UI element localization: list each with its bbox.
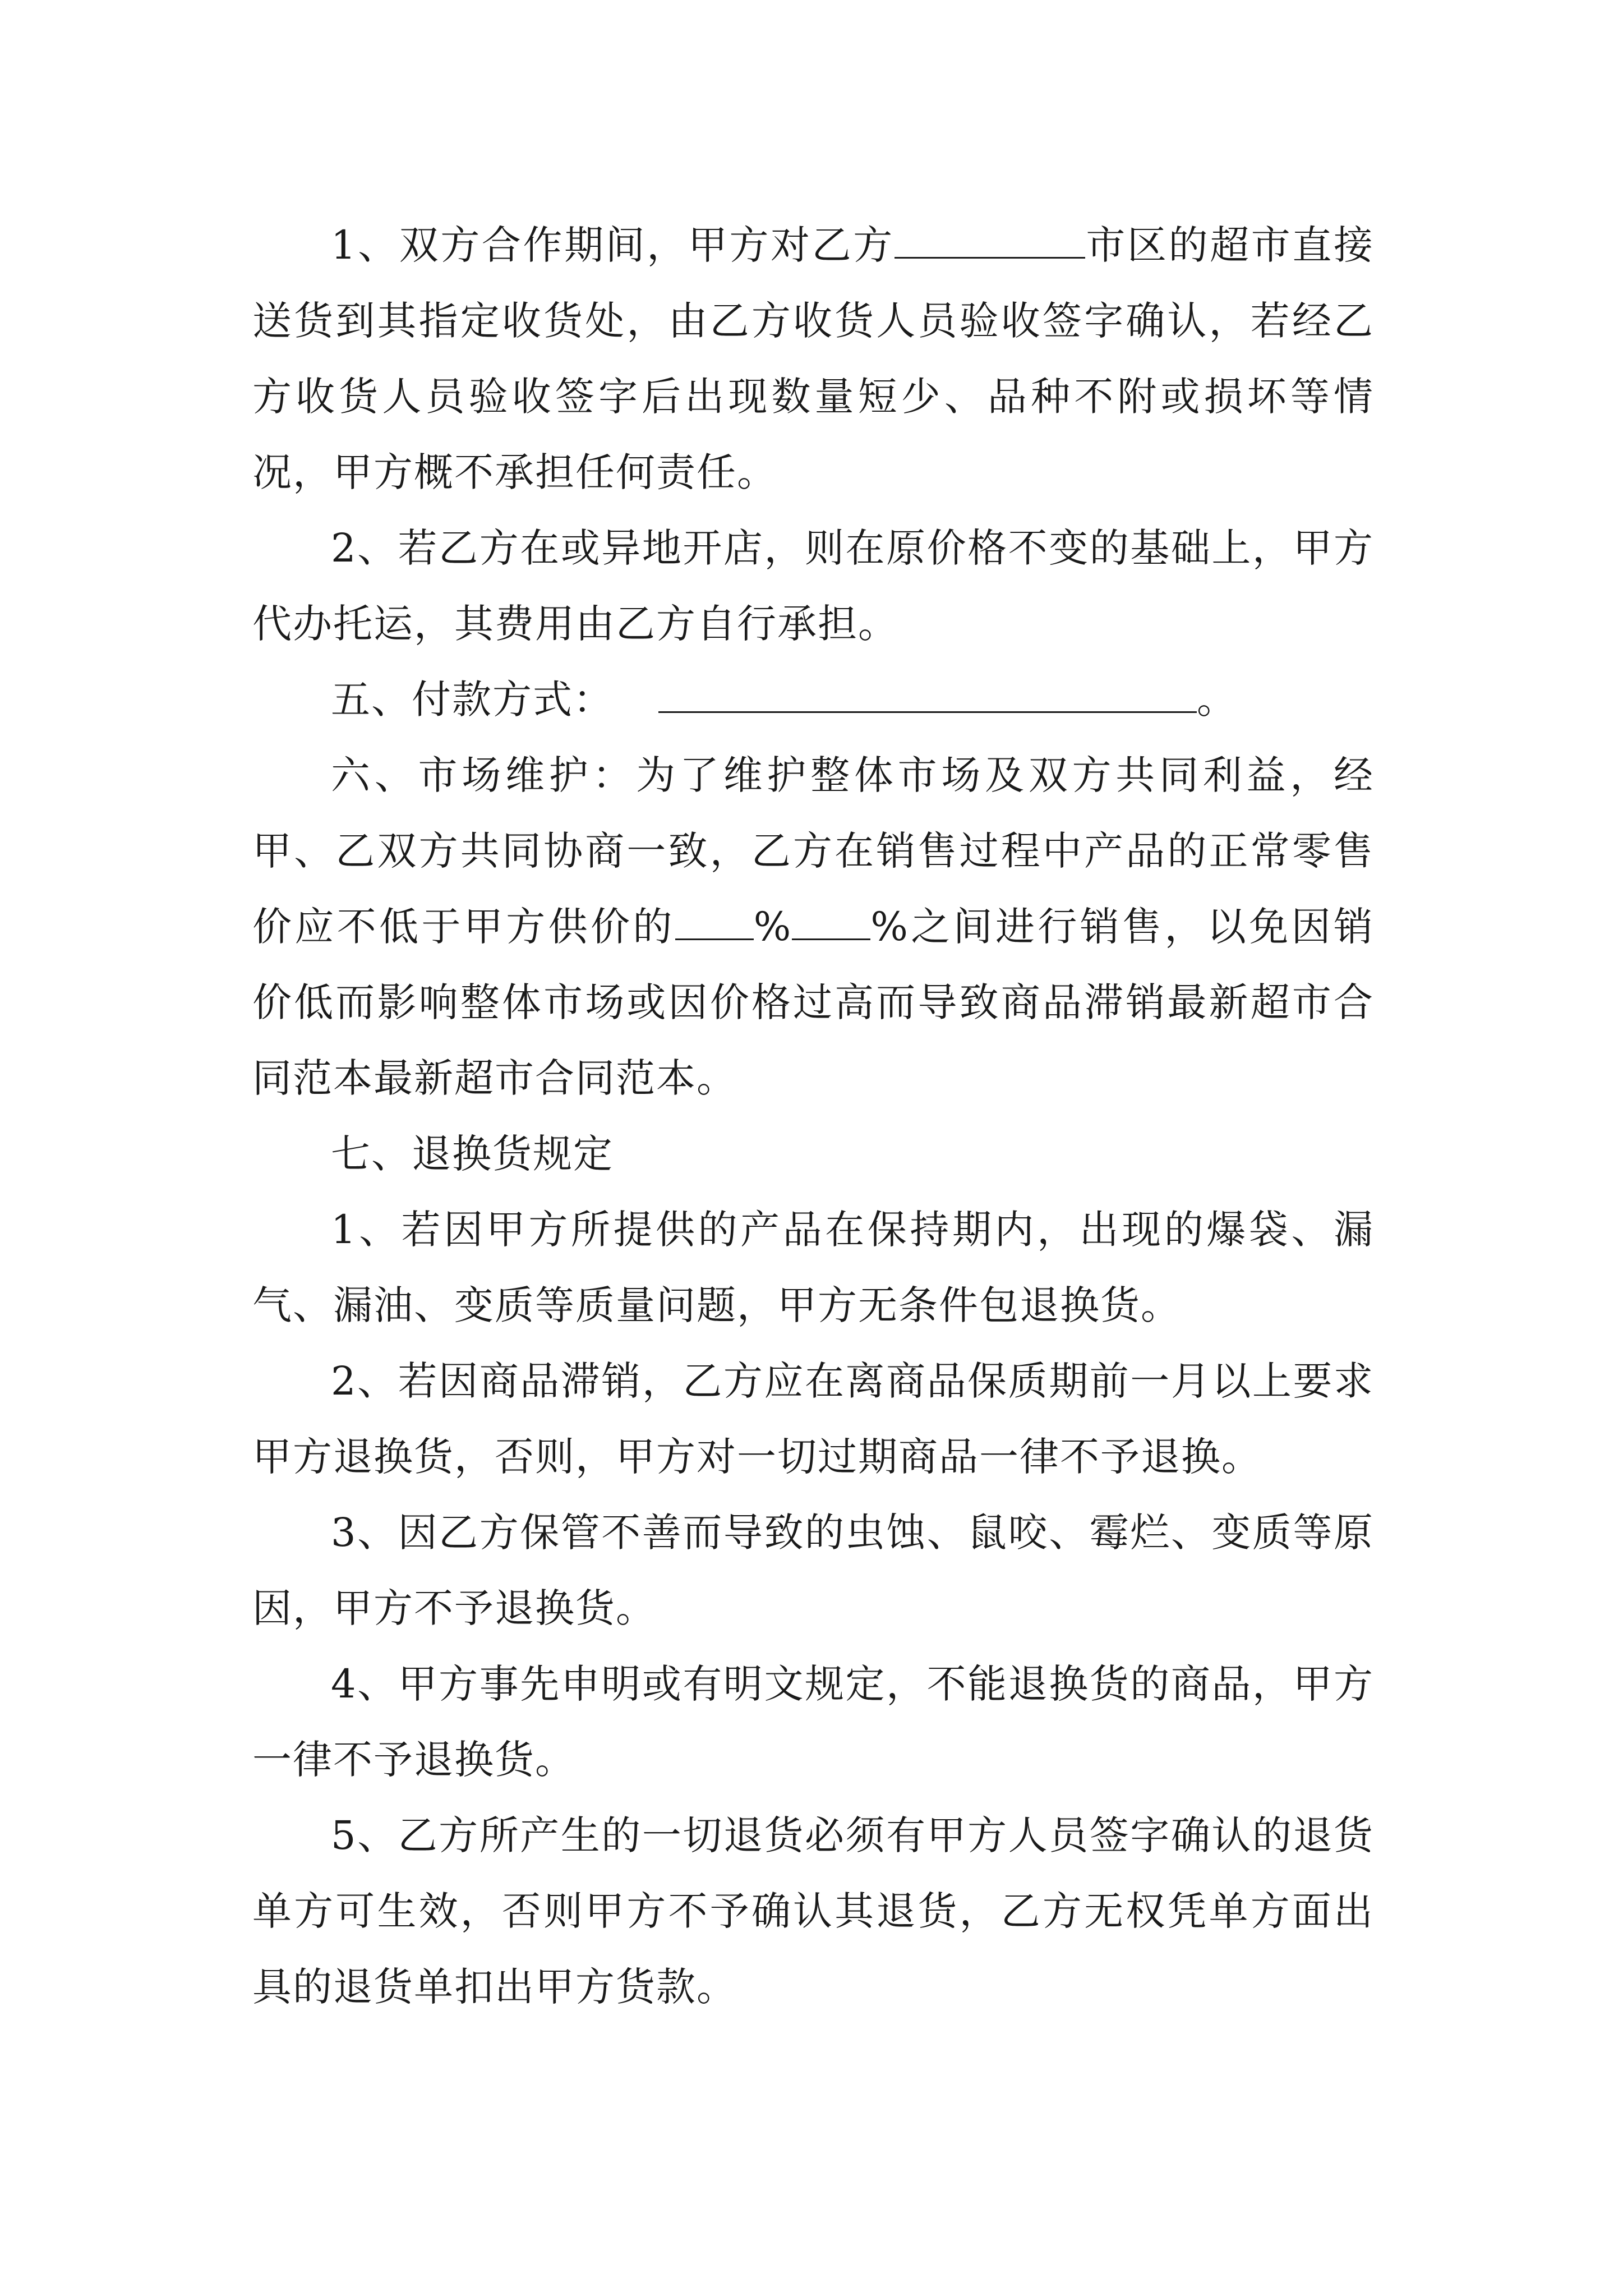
paragraph-return-rule-5: 5、乙方所产生的一切退货必须有甲方人员签字确认的退货单方可生效，否则甲方不予确认其退货，乙方无权凭单方面出具的退货单扣出甲方货款。 [252,1812,1374,2010]
blank-payment-field[interactable] [658,678,1197,713]
blank-city-field[interactable] [895,223,1085,259]
paragraph-remote-store: 2、若乙方在或异地开店，则在原价格不变的基础上，甲方代办托运，其费用由乙方自行承担。 [252,525,1374,647]
blank-percent-max-field[interactable] [792,905,870,940]
document-body [252,208,1374,2025]
paragraph-text: 市区的超市直接送货到其指定收货处，由乙方收货人员验收签字确认，若经乙方收货人员验收签字后出现数量短少、品种不附或损坏等情况，甲方概不承担任何责任。 [252,222,1374,495]
paragraph-return-rule-2: 2、若因商品滞销，乙方应在离商品保质期前一月以上要求甲方退换货，否则，甲方对一切过期商品一律不予退换。 [252,1358,1374,1480]
paragraph-delivery-terms [252,208,1374,510]
paragraph-payment-method [252,662,1374,738]
paragraph-return-rule-3: 3、因乙方保管不善而导致的虫蚀、鼠咬、霉烂、变质等原因，甲方不予退换货。 [252,1510,1374,1631]
paragraph-text: 六、市场维护：为了维护整体市场及双方共同利益，经甲、乙双方共同协商一致，乙方在销售过程中产品的正常零售价应不低于甲方供价的 [252,752,1374,950]
blank-percent-min-field[interactable] [675,905,754,940]
section-heading-returns: 七、退换货规定 [331,1131,614,1177]
paragraph-text: 1、双方合作期间，甲方对乙方 [331,222,895,268]
paragraph-return-rule-1: 1、若因甲方所提供的产品在保持期内，出现的爆袋、漏气、漏油、变质等质量问题，甲方无条件包退换货。 [252,1207,1374,1328]
paragraph-return-rule-4: 4、甲方事先申明或有明文规定，不能退换货的商品，甲方一律不予退换货。 [252,1661,1374,1783]
paragraph-text: 。 [1197,677,1237,723]
paragraph-text: %之间进行销售，以免因销价低而影响整体市场或因价格过高而导致商品滞销最新超市合同范本最新超市合同范本。 [252,904,1374,1101]
paragraph-text: 五、付款方式： [331,677,614,723]
paragraph-market-maintenance [252,738,1374,1116]
paragraph-text: % [753,904,792,950]
